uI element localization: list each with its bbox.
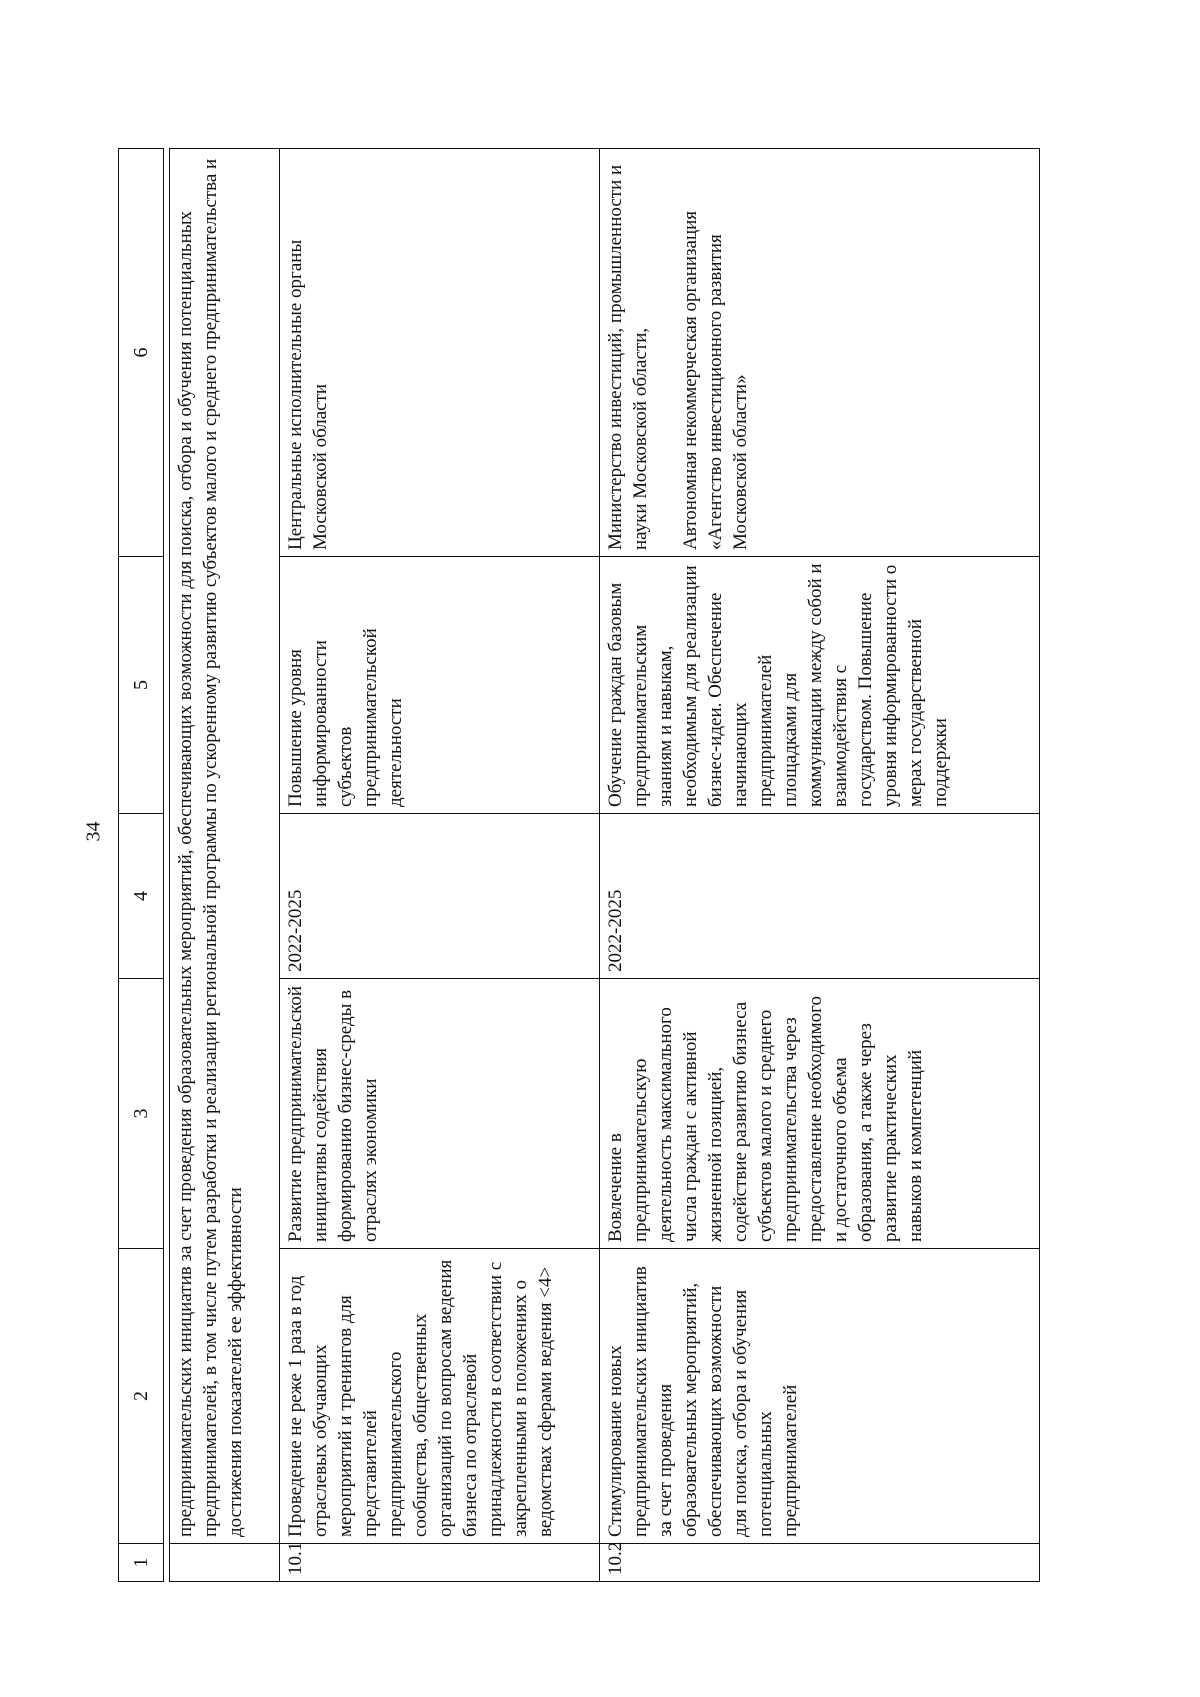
responsible-ministry: Министерство инвестиций, промышленности и науки Московской области,: [605, 164, 651, 550]
col-header-5: 5: [119, 557, 164, 814]
row-goal: Вовлечение в предпринимательскую деятельность максимального числа граждан с активной жизненной позицией, содействие развитию бизнеса субъектов малого и среднего предпринимательства через предоставление необходимого и достаточного объема образования, а также через развитие практических навыков и компетенций: [600, 979, 1040, 1249]
col-header-1: 1: [119, 1544, 164, 1582]
row-period: 2022-2025: [600, 814, 1040, 979]
table-row: [600, 149, 1040, 1582]
row-result: Повышение уровня информированности субъектов предпринимательской деятельности: [280, 557, 600, 814]
events-table: [118, 148, 1040, 1582]
row-event: Стимулирование новых предпринимательских инициатив за счет проведения образовательных мероприятий, обеспечивающих возможности для поиска, отбора и обучения потенциальных предпринимателей: [600, 1249, 1040, 1544]
responsible-agency: Автономная некоммерческая организация «Агентство инвестиционного развития Московской области»: [680, 210, 751, 550]
row-number: 10.2: [600, 1544, 1040, 1582]
col-header-4: 4: [119, 814, 164, 979]
row-number: 10.1: [280, 1544, 600, 1582]
row-responsible: [600, 149, 1040, 557]
col-header-6: 6: [119, 149, 164, 557]
rotated-table-container: [118, 149, 1045, 1582]
header-row: [119, 149, 164, 1582]
row-event: Проведение не реже 1 раза в год отраслевых обучающих мероприятий и тренингов для представителей предпринимательского сообщества, общественных организаций по вопросам ведения бизнеса по отраслевой принадлежности в соответствии с закрепленными в положениях о ведомствах сферами ведения <4>: [280, 1249, 600, 1544]
row-responsible: Центральные исполнительные органы Московской области: [280, 149, 600, 557]
row-goal: Развитие предпринимательской инициативы содействия формированию бизнес-среды в отраслях экономики: [280, 979, 600, 1249]
table-row: [280, 149, 600, 1582]
intro-row: [170, 149, 280, 1582]
col-header-2: 2: [119, 1249, 164, 1544]
page-number: 34: [82, 821, 105, 842]
row-result: Обучение граждан базовым предпринимательским знаниям и навыкам, необходимым для реализации бизнес-идеи. Обеспечение начинающих предпринимателей площадками для коммуникации между собой и взаимодействия с государством. Повышение уровня информированности о мерах государственной поддержки: [600, 557, 1040, 814]
row-period: 2022-2025: [280, 814, 600, 979]
intro-text: предпринимательских инициатив за счет проведения образовательных мероприятий, обеспечивающих возможности для поиска, отбора и обучения потенциальных предпринимателей, в том числе путем разработки и реализации региональной программы по ускоренному развитию субъектов малого и среднего предпринимательства и достижения показателей ее эффективности: [170, 149, 280, 1544]
col-header-3: 3: [119, 979, 164, 1249]
intro-num-cell: [170, 1544, 280, 1582]
